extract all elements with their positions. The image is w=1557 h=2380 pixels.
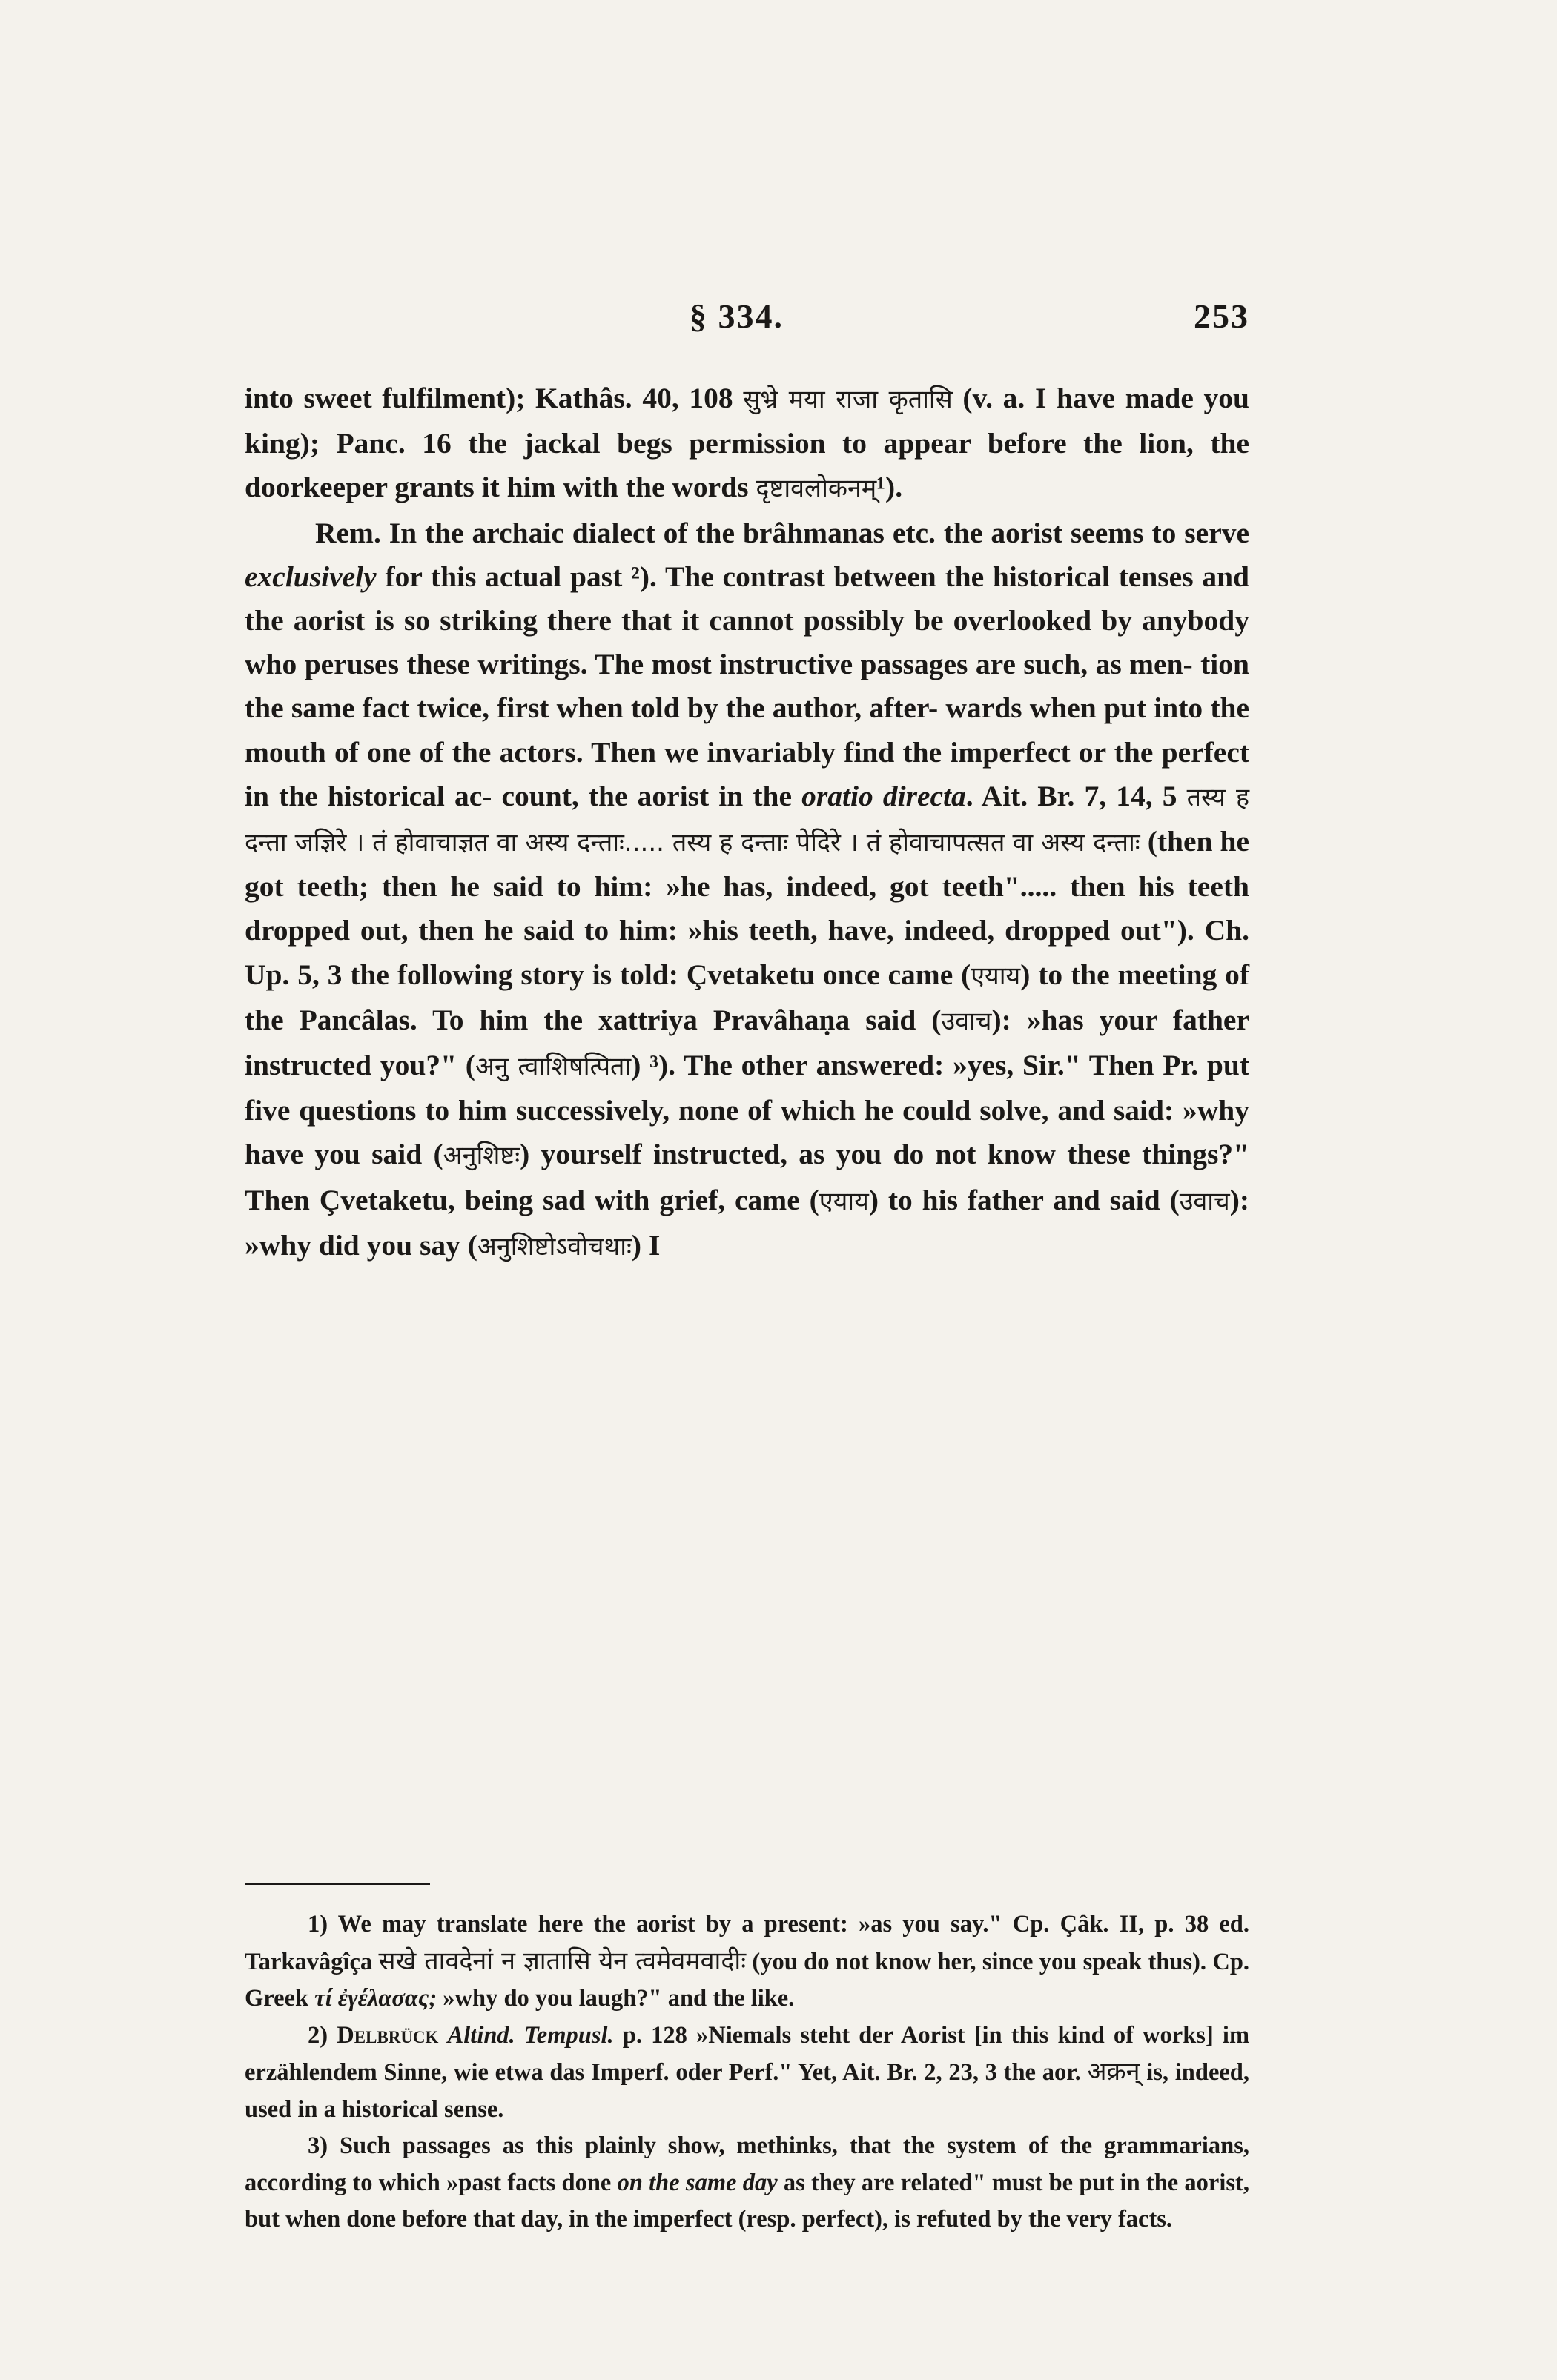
text-run: invariably find the imperfect or the perfect in the historical ac- <box>245 735 1250 812</box>
footnote-ref: ¹). <box>876 471 903 504</box>
text-run: is, indeed, used in a historical sense. <box>245 2059 1249 2123</box>
text-run: other answered: »yes, Sir." Then Pr. put five questions to him <box>245 1049 1249 1127</box>
text-run: have made you king); Panc. 16 the jackal begs permission to <box>245 382 1250 460</box>
text-run: said to him: »his teeth, have, indeed, dropped out"). Ch. Up. 5, 3 <box>245 914 1249 991</box>
text-run: ) ³). The <box>631 1049 733 1082</box>
text-run: 2) <box>308 2021 328 2049</box>
greek-quote: τί ἐγέλασας; <box>314 1985 437 2012</box>
sanskrit-quote: सुभ्रे मया राजा कृतासि <box>743 385 953 414</box>
sanskrit-quote: अनु त्वाशिषत्पिता <box>475 1052 632 1082</box>
text-run: indeed, got teeth"..... then his teeth dropped out, then he <box>245 870 1249 947</box>
text-run: to his father and said ( <box>887 1183 1180 1216</box>
footnote-2 <box>245 2018 1249 2129</box>
sanskrit-quote: अनुशिष्टः <box>443 1141 520 1171</box>
text-run: ): »has your father instructed you?" ( <box>245 1003 1249 1082</box>
text-run: for this actual past ²). The contrast <box>385 560 825 593</box>
main-text <box>245 377 1249 1269</box>
emphasis: oratio directa <box>801 779 966 812</box>
text-run: (v. a. I <box>962 382 1047 414</box>
emphasis: exclusively <box>245 560 377 593</box>
footnote-1 <box>245 1906 1249 2018</box>
text-run: into sweet fulfilment); Kathâs. 40, 108 <box>245 382 733 414</box>
sanskrit-quote: उवाच <box>1179 1186 1230 1216</box>
text-run: words <box>672 471 749 504</box>
text-run: Rem. In the archaic dialect of the brâhmanas etc. the aorist <box>315 516 1062 549</box>
footnote-rule <box>245 1883 430 1885</box>
text-run: . Ait. Br. 7, 14, 5 <box>965 779 1177 812</box>
footnote-3 <box>245 2128 1249 2238</box>
text-run: seems to serve <box>1070 516 1250 549</box>
text-run: (you do not know her, since you speak thus). Cp. Greek <box>245 1948 1250 2012</box>
text-run: ) I <box>631 1228 661 1262</box>
text-run: these writings. The most instructive passages are such, as men- <box>406 648 1193 681</box>
text-run: these things?" Then Çvetaketu, being sad with grief, came ( <box>245 1138 1250 1216</box>
sanskrit-quote: अक्रन् <box>1087 2057 1140 2086</box>
text-run: ( <box>931 1003 942 1036</box>
work-title: Altind. Tempusl. <box>447 2021 614 2049</box>
page <box>245 0 1249 2380</box>
section-number: § 334. <box>690 297 784 335</box>
page-number: 253 <box>1194 297 1249 335</box>
text-run: as they are related" must be put in the aorist, but when done before that day, in the imperfect (resp. perfect), is refuted by the very facts. <box>245 2169 1249 2233</box>
text-run: ) to the <box>1020 958 1110 991</box>
text-run: successively, none of which he could solve, and said: »why <box>515 1094 1250 1127</box>
text-run: p. 128 »Niemals steht der Aorist [in this kind of works] im erzählendem Sinne, wie etwa das Imperf. oder Perf." Yet, Ait. Br. 2, 23, 3 the aor. <box>245 2021 1250 2086</box>
sanskrit-quote: वा अस्य दन्ताः <box>1012 828 1140 858</box>
sanskrit-quote: एयाय <box>971 961 1021 991</box>
text-run: have you said ( <box>245 1138 443 1171</box>
page-header <box>245 296 1249 341</box>
text-run: that it cannot possibly be overlooked by anybody who peruses <box>245 604 1249 681</box>
text-run: ): »why did you say ( <box>245 1183 1250 1262</box>
text-run: (then he got teeth; then he said to him: »he has, <box>245 825 1250 904</box>
sanskrit-quote: अनुशिष्टोऽवोचथाः <box>477 1231 632 1262</box>
text-run: tion the same fact twice, first when told by the author, after- <box>245 648 1250 725</box>
sanskrit-quote: तस्य ह दन्ता जज्ञिरे । तं होवाचाज्ञत वा अस्य दन्ताः..... तस्य ह दन्ताः पेदिरे । तं होवाचापत्सत <box>245 782 1250 858</box>
footnotes <box>245 1906 1249 2238</box>
text-run: »why do you laugh?" and the like. <box>443 1985 795 2012</box>
sanskrit-quote: उवाच <box>941 1006 992 1036</box>
remark-paragraph <box>245 511 1249 1269</box>
text-run: the following story is told: Çvetaketu once came ( <box>350 958 971 991</box>
paragraph-1 <box>245 377 1249 511</box>
text-run: wards when put into the mouth of one of the actors. Then we <box>245 692 1249 769</box>
text-run: ) yourself instructed, as you do not know <box>520 1138 1056 1171</box>
sanskrit-quote: एयाय <box>819 1186 869 1216</box>
text-run: 3) Such passages as this plainly show, methinks, that the system of the grammarians, according to which »past facts done <box>245 2132 1249 2196</box>
sanskrit-quote: सखे तावदेनां न ज्ञातासि येन त्वमेवमवादीः <box>378 1946 747 1976</box>
text-run: between the historical tenses and the aorist is so striking there <box>245 560 1250 637</box>
text-run: count, the aorist in the <box>501 779 793 812</box>
text-run: meeting of the Pancâlas. To him the xattriya Pravâhaṇa said <box>245 958 1250 1036</box>
text-run: ) <box>868 1183 879 1216</box>
text-run: appear before the lion, the doorkeeper grants it him with the <box>245 427 1250 504</box>
emphasis: on the same day <box>617 2169 778 2196</box>
text-run: Çâk. II, p. 38 ed. Tarkavâgîça <box>245 1911 1249 1975</box>
text-run: 1) We may translate here the aorist by a present: »as you say." Cp. <box>308 1911 1050 1938</box>
author-name: Delbrück <box>337 2021 439 2049</box>
sanskrit-quote: दृष्टावलोकनम् <box>756 474 877 504</box>
